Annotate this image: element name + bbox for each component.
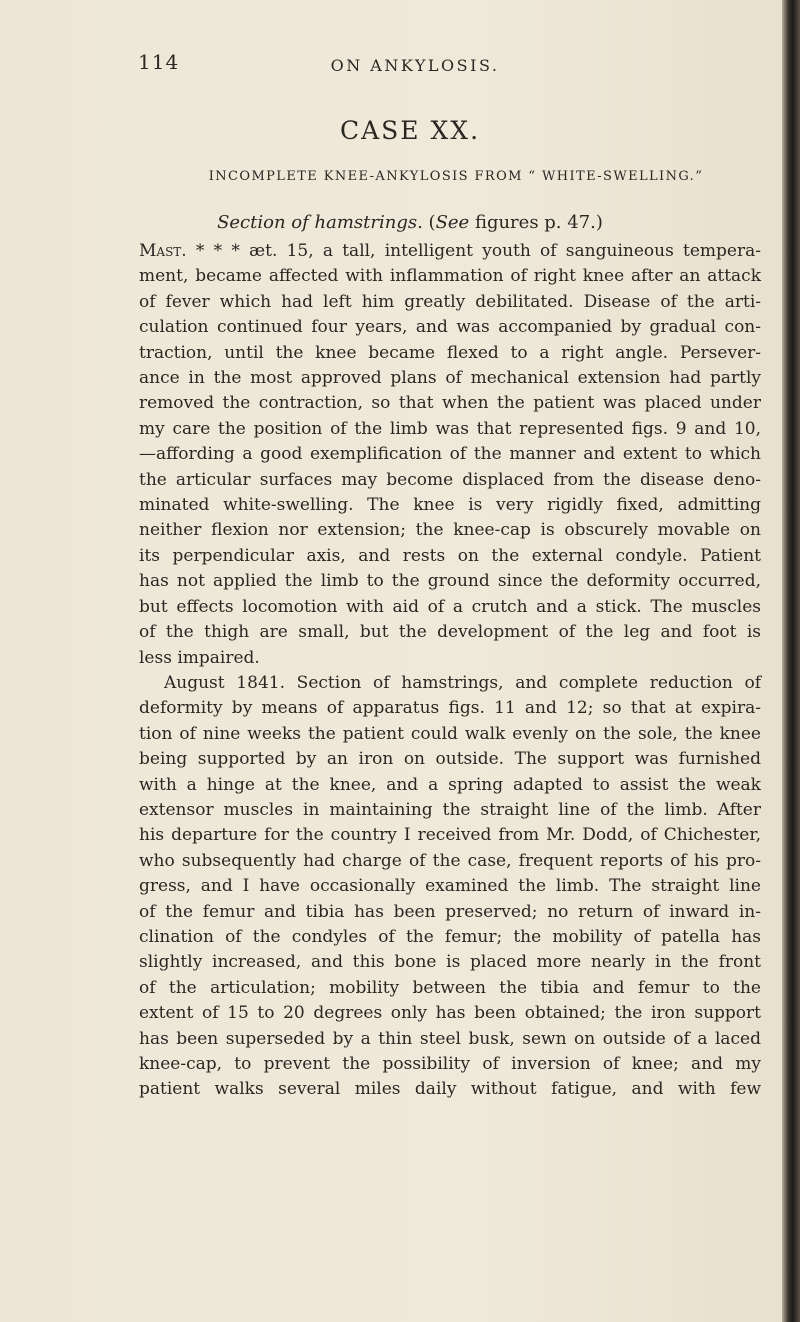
text-line: traction, until the knee became flexed to a right angle. Persever- bbox=[139, 342, 761, 363]
section-note-see: See bbox=[435, 212, 470, 233]
section-note-open: ( bbox=[428, 212, 436, 233]
text-line: but effects locomotion with aid of a crutch and a stick. The muscles bbox=[139, 596, 761, 617]
text-line: of fever which had left him greatly debilitated. Disease of the arti- bbox=[139, 291, 761, 312]
text-line: his departure for the country I received from Mr. Dodd, of Chichester, bbox=[139, 825, 761, 846]
section-note bbox=[429, 212, 603, 233]
text-line: of the thigh are small, but the development of the leg and foot is bbox=[139, 622, 761, 643]
text-line: of the articulation; mobility between the tibia and femur to the bbox=[139, 977, 761, 998]
text-line: ment, became affected with inflammation of right knee after an attack bbox=[139, 266, 761, 287]
text-line: of the femur and tibia has been preserved; no return of inward in- bbox=[139, 901, 761, 922]
text-line: neither flexion nor extension; the knee-cap is obscurely movable on bbox=[139, 520, 761, 541]
text-line: with a hinge at the knee, and a spring adapted to assist the weak bbox=[139, 774, 761, 795]
text-line: minated white-swelling. The knee is very rigidly fixed, admitting bbox=[139, 495, 761, 516]
text-line: less impaired. bbox=[139, 647, 260, 668]
page-number: 114 bbox=[138, 50, 180, 74]
text-line: knee-cap, to prevent the possibility of inversion of knee; and my bbox=[139, 1054, 761, 1074]
text-line: being supported by an iron on outside. The support was furnished bbox=[139, 749, 761, 770]
text-line: ance in the most approved plans of mechanical extension had partly bbox=[139, 368, 761, 389]
text-line: culation continued four years, and was accompanied by gradual con- bbox=[139, 317, 761, 338]
running-head: ON ANKYLOSIS. bbox=[330, 56, 500, 75]
text-line: my care the position of the limb was that represented figs. 9 and 10, bbox=[139, 418, 761, 439]
page-edge-shadow bbox=[782, 0, 800, 1322]
text-line: who subsequently had charge of the case, frequent reports of his pro- bbox=[139, 850, 761, 871]
section-title: Section of hamstrings. bbox=[217, 212, 423, 233]
text-line: August 1841. Section of hamstrings, and complete reduction of bbox=[164, 672, 761, 693]
text-line: deformity by means of apparatus figs. 11 and 12; so that at expira- bbox=[139, 698, 761, 719]
text-line: patient walks several miles daily without fatigue, and with few bbox=[139, 1079, 761, 1100]
text-line: gress, and I have occasionally examined the limb. The straight line bbox=[139, 876, 761, 897]
text-line: clination of the condyles of the femur; the mobility of patella has bbox=[139, 926, 761, 947]
text-line: has not applied the limb to the ground since the deformity occurred, bbox=[139, 571, 761, 592]
section-note-rest: figures p. 47.) bbox=[469, 212, 603, 233]
text-line: its perpendicular axis, and rests on the external condyle. Patient bbox=[139, 545, 761, 566]
text-line: tion of nine weeks the patient could walk evenly on the sole, the knee bbox=[139, 723, 761, 744]
text-line: extent of 15 to 20 degrees only has been obtained; the iron support bbox=[139, 1003, 761, 1024]
text-line: Mast. * * * æt. 15, a tall, intelligent youth of sanguineous tempera- bbox=[139, 241, 761, 261]
text-line: extensor muscles in maintaining the straight line of the limb. After bbox=[139, 799, 761, 820]
text-line: has been superseded by a thin steel busk, sewn on outside of a laced bbox=[139, 1028, 761, 1049]
text-line: slightly increased, and this bone is placed more nearly in the front bbox=[139, 952, 761, 973]
text-line: —affording a good exemplification of the manner and extent to which bbox=[139, 444, 761, 465]
case-body bbox=[139, 239, 761, 1103]
case-subtitle: INCOMPLETE KNEE-ANKYLOSIS FROM “ WHITE-SWELLING.” bbox=[208, 169, 704, 184]
text-line: removed the contraction, so that when the patient was placed under bbox=[139, 393, 761, 414]
case-title: CASE XX. bbox=[339, 116, 481, 145]
patient-name: Mast. bbox=[139, 241, 187, 261]
text-line: the articular surfaces may become displaced from the disease deno- bbox=[139, 469, 761, 490]
section-heading bbox=[0, 212, 800, 233]
